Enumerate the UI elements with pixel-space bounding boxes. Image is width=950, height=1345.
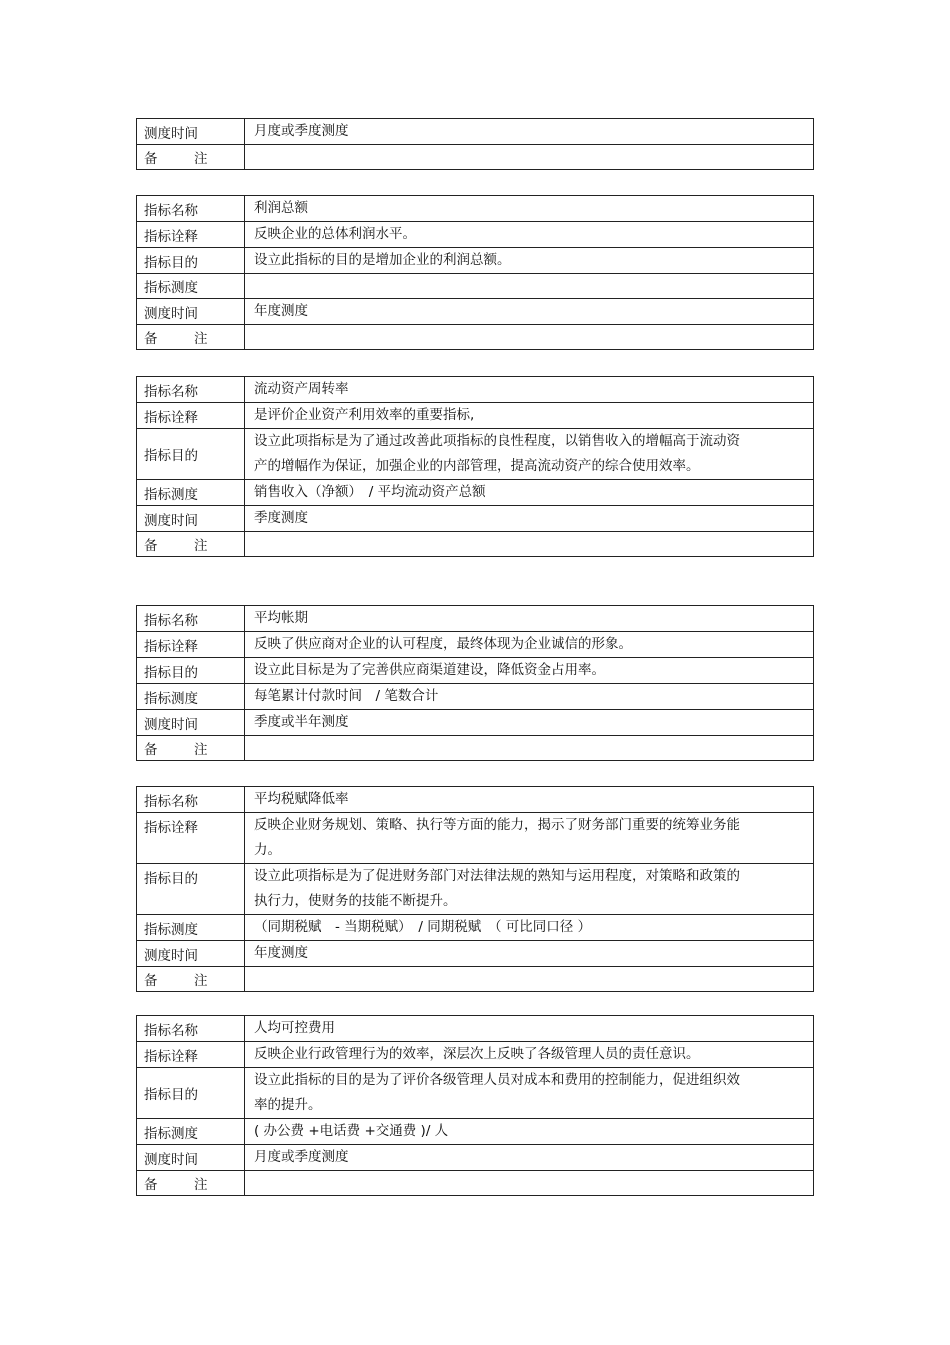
table-row	[137, 506, 814, 532]
row-value: （同期税赋 - 当期税赋） / 同期税赋 （ 可比同口径 ）	[245, 915, 814, 941]
table-row	[137, 325, 814, 350]
row-label: 指标目的	[137, 429, 245, 480]
table-row	[137, 429, 814, 480]
row-label: 测度时间	[137, 941, 245, 967]
table-row	[137, 480, 814, 506]
table-row	[137, 299, 814, 325]
table-row	[137, 119, 814, 145]
row-label: 指标名称	[137, 787, 245, 813]
row-label: 测度时间	[137, 506, 245, 532]
table-row	[137, 1068, 814, 1119]
table-row	[137, 274, 814, 299]
row-label: 指标名称	[137, 1016, 245, 1042]
table-row	[137, 248, 814, 274]
table-row	[137, 787, 814, 813]
row-label: 备 注	[137, 325, 245, 350]
row-label: 指标目的	[137, 1068, 245, 1119]
row-value: ( 办公费 +电话费 +交通费 )/ 人	[245, 1119, 814, 1145]
table-row	[137, 1016, 814, 1042]
row-value: 反映企业行政管理行为的效率，深层次上反映了各级管理人员的责任意识。	[245, 1042, 814, 1068]
table-row	[137, 915, 814, 941]
spec-table-0	[136, 118, 814, 170]
row-value: 年度测度	[245, 941, 814, 967]
row-label: 测度时间	[137, 299, 245, 325]
table-row	[137, 1042, 814, 1068]
row-value: 设立此项指标是为了促进财务部门对法律法规的熟知与运用程度，对策略和政策的执行力，使财务的技能不断提升。	[245, 864, 814, 915]
row-value: 平均帐期	[245, 606, 814, 632]
row-value: 反映企业的总体利润水平。	[245, 222, 814, 248]
row-value: 设立此目标是为了完善供应商渠道建设，降低资金占用率。	[245, 658, 814, 684]
table-row	[137, 606, 814, 632]
row-value: 销售收入（净额） / 平均流动资产总额	[245, 480, 814, 506]
table-row	[137, 145, 814, 170]
table-row	[137, 710, 814, 736]
row-value: 平均税赋降低率	[245, 787, 814, 813]
table-row	[137, 941, 814, 967]
row-value: 每笔累计付款时间 / 笔数合计	[245, 684, 814, 710]
row-label: 指标测度	[137, 684, 245, 710]
table-row	[137, 532, 814, 557]
row-value: 流动资产周转率	[245, 377, 814, 403]
spec-table-3	[136, 605, 814, 761]
row-value: 季度测度	[245, 506, 814, 532]
row-label: 指标诠释	[137, 403, 245, 429]
table-row	[137, 196, 814, 222]
row-label: 指标目的	[137, 248, 245, 274]
row-label: 备 注	[137, 532, 245, 557]
row-label: 测度时间	[137, 1145, 245, 1171]
row-label: 指标测度	[137, 915, 245, 941]
row-label: 指标名称	[137, 606, 245, 632]
table-row	[137, 684, 814, 710]
spec-table-4	[136, 786, 814, 992]
row-value: 月度或季度测度	[245, 119, 814, 145]
row-label: 测度时间	[137, 710, 245, 736]
row-value: 设立此指标的目的是增加企业的利润总额。	[245, 248, 814, 274]
table-row	[137, 1119, 814, 1145]
row-value	[245, 532, 814, 557]
table-row	[137, 658, 814, 684]
row-label: 指标测度	[137, 274, 245, 299]
row-label: 指标诠释	[137, 632, 245, 658]
row-value: 是评价企业资产利用效率的重要指标,	[245, 403, 814, 429]
row-value	[245, 967, 814, 992]
row-value: 年度测度	[245, 299, 814, 325]
table-row	[137, 1145, 814, 1171]
table-row	[137, 864, 814, 915]
table-row	[137, 1171, 814, 1196]
row-value: 设立此指标的目的是为了评价各级管理人员对成本和费用的控制能力，促进组织效率的提升。	[245, 1068, 814, 1119]
spec-table-5	[136, 1015, 814, 1196]
row-label: 指标名称	[137, 377, 245, 403]
row-label: 指标目的	[137, 658, 245, 684]
row-label: 备 注	[137, 736, 245, 761]
row-value	[245, 274, 814, 299]
row-label: 指标诠释	[137, 1042, 245, 1068]
table-row	[137, 736, 814, 761]
row-label: 指标测度	[137, 1119, 245, 1145]
row-value: 反映了供应商对企业的认可程度，最终体现为企业诚信的形象。	[245, 632, 814, 658]
row-label: 指标测度	[137, 480, 245, 506]
row-value	[245, 736, 814, 761]
spec-table-1	[136, 195, 814, 350]
row-label: 备 注	[137, 967, 245, 992]
table-row	[137, 813, 814, 864]
row-value: 人均可控费用	[245, 1016, 814, 1042]
row-value: 利润总额	[245, 196, 814, 222]
table-row	[137, 222, 814, 248]
row-label: 备 注	[137, 1171, 245, 1196]
row-value	[245, 145, 814, 170]
row-label: 测度时间	[137, 119, 245, 145]
row-value	[245, 1171, 814, 1196]
row-label: 指标诠释	[137, 222, 245, 248]
row-label: 指标目的	[137, 864, 245, 915]
row-value: 季度或半年测度	[245, 710, 814, 736]
row-label: 指标名称	[137, 196, 245, 222]
table-row	[137, 403, 814, 429]
row-value: 月度或季度测度	[245, 1145, 814, 1171]
spec-table-2	[136, 376, 814, 557]
row-value: 设立此项指标是为了通过改善此项指标的良性程度，以销售收入的增幅高于流动资产的增幅作为保证，加强企业的内部管理，提高流动资产的综合使用效率。	[245, 429, 814, 480]
table-row	[137, 632, 814, 658]
row-label: 指标诠释	[137, 813, 245, 864]
table-row	[137, 967, 814, 992]
row-value: 反映企业财务规划、策略、执行等方面的能力，揭示了财务部门重要的统筹业务能力。	[245, 813, 814, 864]
table-row	[137, 377, 814, 403]
row-label: 备 注	[137, 145, 245, 170]
row-value	[245, 325, 814, 350]
